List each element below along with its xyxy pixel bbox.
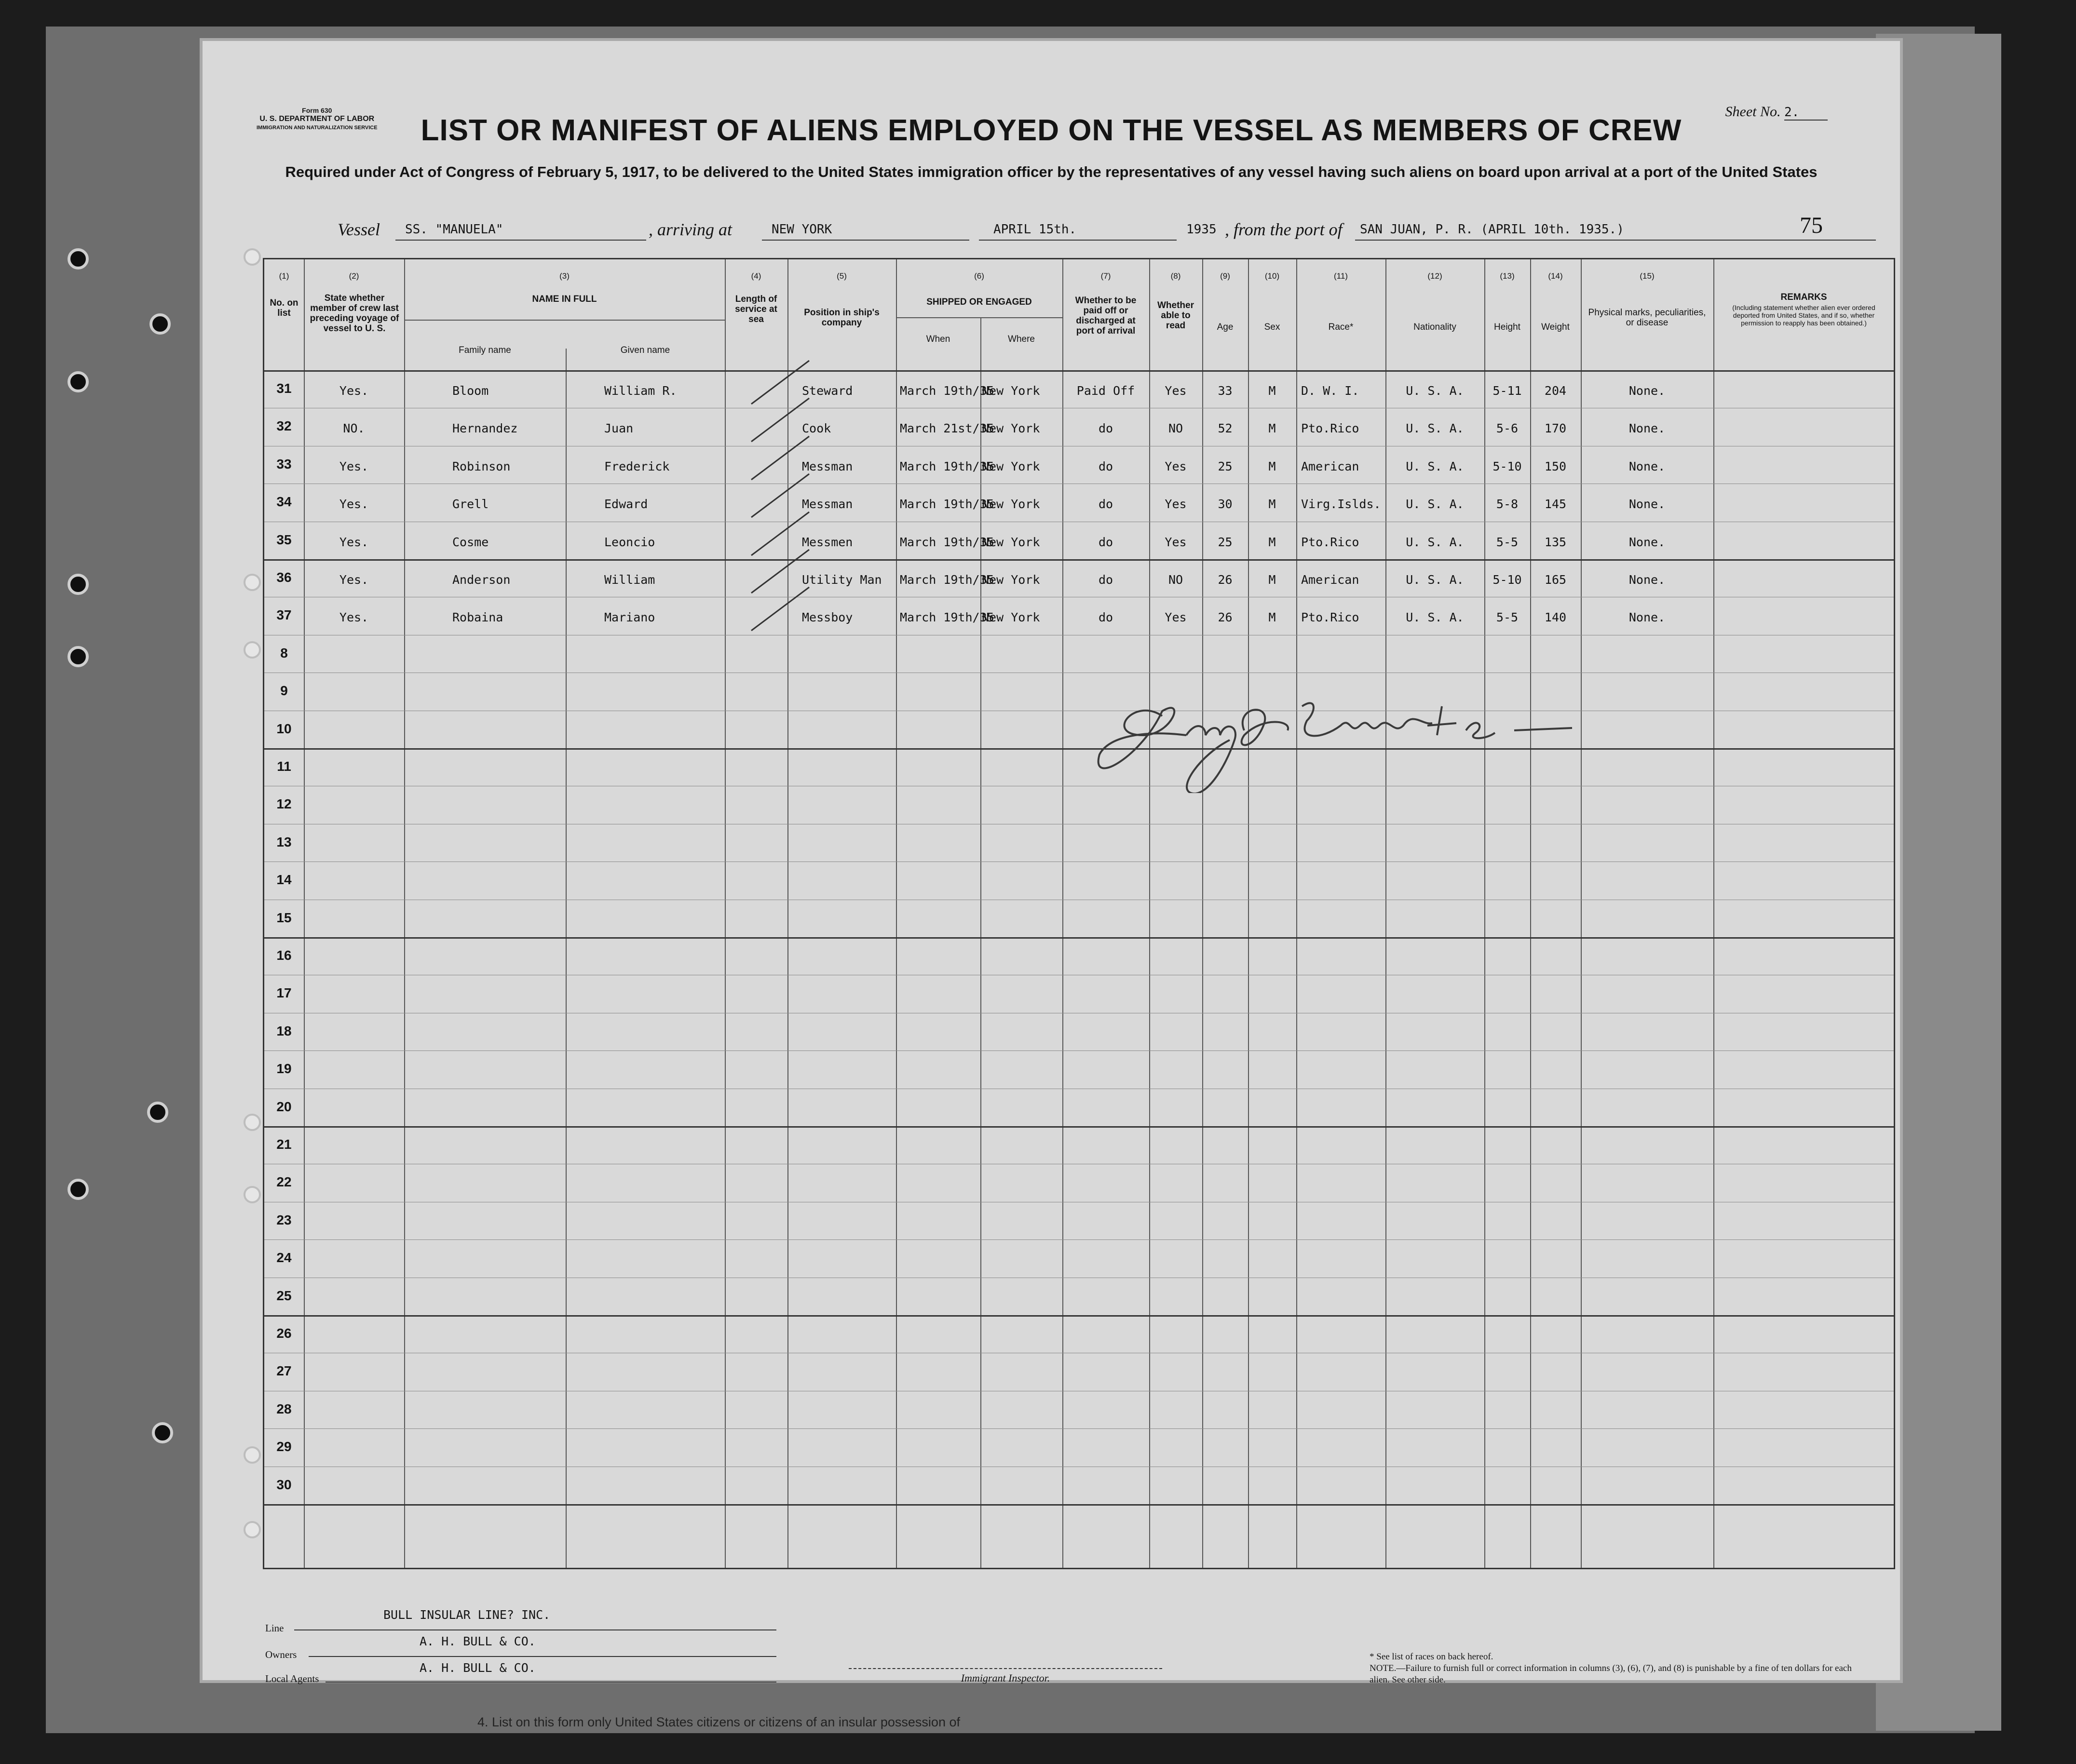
cell-where: New York <box>982 610 1040 625</box>
cell-given: Juan <box>604 421 634 436</box>
cell-age: 25 <box>1218 459 1233 473</box>
binder-hole <box>244 248 261 266</box>
row-number: 29 <box>276 1439 292 1454</box>
header-remarks: REMARKS <box>1780 292 1827 302</box>
cell-weight: 170 <box>1544 421 1567 436</box>
cell-position: Messman <box>802 497 853 512</box>
cell-paid: Paid Off <box>1076 384 1135 398</box>
col-number: (7) <box>1100 271 1111 281</box>
cell-race: D. W. I. <box>1301 384 1359 398</box>
header-when: When <box>926 334 950 344</box>
cell-when: March 19th/35 <box>900 497 994 512</box>
header-able-to-read: Whether able to read <box>1157 300 1194 331</box>
binder-hole <box>244 1114 261 1131</box>
row-number: 28 <box>276 1401 292 1416</box>
header-length-of-service: Length of service at sea <box>735 294 777 324</box>
form-number: Form 630 <box>302 107 332 114</box>
cell-paid: do <box>1098 535 1113 549</box>
cell-read: Yes <box>1165 610 1187 625</box>
cell-weight: 204 <box>1544 384 1567 398</box>
row-number: 18 <box>276 1023 292 1038</box>
row-number: 26 <box>276 1326 292 1341</box>
col-number: (10) <box>1264 271 1280 281</box>
cell-family: Grell <box>452 497 489 512</box>
vessel-info-line <box>338 219 1881 243</box>
binder-hole <box>68 574 89 595</box>
row-number: 9 <box>280 683 288 699</box>
cell-nationality: U. S. A. <box>1406 535 1464 549</box>
cell-weight: 145 <box>1544 497 1567 512</box>
crew-manifest-table <box>263 258 1895 1569</box>
row-rule <box>264 1315 1894 1317</box>
header-paid-off: Whether to be paid off or discharged at port of arrival <box>1075 296 1137 336</box>
header-age: Age <box>1217 322 1234 332</box>
cell-where: New York <box>982 535 1040 549</box>
cell-marks: None. <box>1628 573 1666 587</box>
owners-value: A. H. BULL & CO. <box>420 1634 536 1648</box>
row-rule <box>264 1126 1894 1128</box>
row-number: 34 <box>276 494 292 510</box>
header-shipped-or-engaged: SHIPPED OR ENGAGED <box>926 297 1032 307</box>
cell-paid: do <box>1098 610 1113 625</box>
header-name-in-full: NAME IN FULL <box>532 294 597 304</box>
cell-when: March 19th/35 <box>900 384 994 398</box>
cell-position: Utility Man <box>802 573 882 587</box>
header-no-on-list: No. on list <box>270 298 299 318</box>
col-number: (4) <box>751 271 761 281</box>
service-name: IMMIGRATION AND NATURALIZATION SERVICE <box>257 125 378 131</box>
row-number: 36 <box>276 570 292 585</box>
col-number: (2) <box>349 271 359 281</box>
binder-hole <box>147 1102 168 1123</box>
row-rule <box>264 1239 1894 1240</box>
cell-position: Messmen <box>802 535 853 549</box>
bottom-instruction: 4. List on this form only United States citizens or citizens of an insular possession of <box>477 1715 960 1729</box>
col-number: (15) <box>1640 271 1655 281</box>
cell-nationality: U. S. A. <box>1406 384 1464 398</box>
row-number: 25 <box>276 1288 292 1303</box>
agents-label: Local Agents <box>265 1673 319 1684</box>
vessel-label: Vessel <box>338 220 380 239</box>
page-title: LIST OR MANIFEST OF ALIENS EMPLOYED ON THE VESSEL AS MEMBERS OF CREW <box>421 114 1682 147</box>
row-number: 32 <box>276 418 292 434</box>
cell-when: March 19th/35 <box>900 459 994 473</box>
cell-when: March 19th/35 <box>900 610 994 625</box>
cell-marks: None. <box>1628 535 1666 549</box>
cell-height: 5-10 <box>1493 459 1522 473</box>
cell-nationality: U. S. A. <box>1406 573 1464 587</box>
header-given-name: Given name <box>620 345 670 355</box>
cell-position: Steward <box>802 384 853 398</box>
cell-given: Frederick <box>604 459 670 473</box>
cell-read: Yes <box>1165 384 1187 398</box>
binder-hole <box>152 1422 173 1443</box>
row-number: 23 <box>276 1212 292 1227</box>
row-rule <box>264 937 1894 939</box>
header-family-name: Family name <box>459 345 511 355</box>
row-number: 14 <box>276 872 292 888</box>
cell-race: Pto.Rico <box>1301 535 1359 549</box>
cell-marks: None. <box>1628 459 1666 473</box>
row-number: 24 <box>276 1250 292 1266</box>
cell-sex: M <box>1268 573 1276 587</box>
cell-read: Yes <box>1165 497 1187 512</box>
header-height: Height <box>1494 322 1520 332</box>
line-value: BULL INSULAR LINE? INC. <box>383 1608 551 1622</box>
cell-family: Hernandez <box>452 421 518 436</box>
row-number: 31 <box>276 381 292 396</box>
page-subtitle: Required under Act of Congress of February 5, 1917, to be delivered to the United States immigration officer by the representatives of any vessel having such aliens on board upon arrival at a port of the United States <box>285 163 1818 180</box>
vessel-owner-block <box>265 1605 892 1692</box>
cell-read: NO <box>1168 573 1183 587</box>
cell-race: Pto.Rico <box>1301 610 1359 625</box>
cell-position: Messman <box>802 459 853 473</box>
vessel-name: SS. "MANUELA" <box>405 222 503 237</box>
header-remarks-note: (Including statement whether alien ever ordered deported from United States, and if so, whether permission to reapply has been obtained.) <box>1732 304 1875 327</box>
cell-family: Robinson <box>452 459 511 473</box>
row-rule <box>264 748 1894 750</box>
row-rule <box>264 1428 1894 1429</box>
header-sex: Sex <box>1264 322 1280 332</box>
agents-value: A. H. BULL & CO. <box>420 1661 536 1675</box>
races-note: * See list of races on back hereof. <box>1370 1652 1493 1662</box>
row-number: 17 <box>276 985 292 1001</box>
cell-paid: do <box>1098 573 1113 587</box>
cell-read: Yes <box>1165 459 1187 473</box>
departure-port: SAN JUAN, P. R. (APRIL 10th. 1935.) <box>1360 222 1624 237</box>
row-number: 13 <box>276 834 292 849</box>
row-number: 30 <box>276 1477 292 1492</box>
header-position: Position in ship's company <box>804 308 880 328</box>
row-number: 33 <box>276 456 292 471</box>
row-rule <box>264 1504 1894 1506</box>
binder-hole <box>244 1446 261 1464</box>
header-state-whether: State whether member of crew last preceding voyage of vessel to U. S. <box>310 293 399 334</box>
line-label: Line <box>265 1622 284 1634</box>
cell-age: 26 <box>1218 573 1233 587</box>
cell-where: New York <box>982 573 1040 587</box>
cell-given: William R. <box>604 384 677 398</box>
binder-hole <box>68 1179 89 1200</box>
cell-when: March 19th/35 <box>900 535 994 549</box>
header-physical-marks: Physical marks, peculiarities, or disease <box>1588 308 1706 328</box>
cell-nationality: U. S. A. <box>1406 421 1464 436</box>
cell-race: Pto.Rico <box>1301 421 1359 436</box>
cell-where: New York <box>982 459 1040 473</box>
owners-label: Owners <box>265 1649 297 1660</box>
cell-where: New York <box>982 384 1040 398</box>
cell-age: 33 <box>1218 384 1233 398</box>
header-weight: Weight <box>1541 322 1570 332</box>
row-number: 20 <box>276 1099 292 1114</box>
cell-state: Yes. <box>339 535 369 549</box>
row-rule <box>264 559 1894 561</box>
cell-race: American <box>1301 459 1359 473</box>
immigrant-inspector-line: Immigrant Inspector. <box>849 1668 1162 1684</box>
cell-state: NO. <box>343 421 365 436</box>
cell-state: Yes. <box>339 573 369 587</box>
header-race: Race* <box>1328 322 1354 332</box>
cell-height: 5-5 <box>1496 535 1519 549</box>
cell-family: Anderson <box>452 573 511 587</box>
row-number: 12 <box>276 796 292 812</box>
cell-age: 25 <box>1218 535 1233 549</box>
row-number: 35 <box>276 532 292 547</box>
binder-hole <box>68 646 89 667</box>
cell-sex: M <box>1268 459 1276 473</box>
row-number: 37 <box>276 607 292 623</box>
from-label: , from the port of <box>1225 220 1343 239</box>
col-number: (11) <box>1334 271 1348 281</box>
page-number: 75 <box>1800 213 1823 238</box>
cell-family: Robaina <box>452 610 503 625</box>
cell-weight: 140 <box>1544 610 1567 625</box>
col-number: (12) <box>1427 271 1442 281</box>
cell-read: Yes <box>1165 535 1187 549</box>
col-number: (14) <box>1548 271 1563 281</box>
row-number: 15 <box>276 910 292 925</box>
arriving-label: , arriving at <box>649 220 733 239</box>
binder-hole <box>68 248 89 269</box>
cell-height: 5-11 <box>1493 384 1522 398</box>
cell-given: Edward <box>604 497 648 512</box>
cell-where: New York <box>982 497 1040 512</box>
cell-weight: 135 <box>1544 535 1567 549</box>
binder-hole <box>68 371 89 392</box>
cell-nationality: U. S. A. <box>1406 459 1464 473</box>
col-number: (3) <box>559 271 570 281</box>
cell-height: 5-6 <box>1496 421 1519 436</box>
cell-sex: M <box>1268 497 1276 512</box>
cell-weight: 150 <box>1544 459 1567 473</box>
cell-nationality: U. S. A. <box>1406 610 1464 625</box>
col-number: (9) <box>1220 271 1230 281</box>
cell-where: New York <box>982 421 1040 436</box>
header-where: Where <box>1008 334 1035 344</box>
cell-state: Yes. <box>339 497 369 512</box>
arrival-date: APRIL 15th. <box>993 222 1077 237</box>
cell-family: Bloom <box>452 384 489 398</box>
cell-marks: None. <box>1628 384 1666 398</box>
cell-sex: M <box>1268 535 1276 549</box>
binder-hole <box>149 313 171 335</box>
manifest-sheet <box>203 41 1900 1729</box>
fine-note: NOTE.—Failure to furnish full or correct information in columns (3), (6), (7), and (8) is punishable by a fine of ten dollars for each alien. See other side. <box>1370 1663 1852 1685</box>
cell-state: Yes. <box>339 384 369 398</box>
binder-hole <box>244 1186 261 1203</box>
col-number: (6) <box>974 271 984 281</box>
cell-marks: None. <box>1628 421 1666 436</box>
cell-when: March 21st/35 <box>900 421 994 436</box>
inspector-signature <box>1090 677 1591 793</box>
cell-state: Yes. <box>339 610 369 625</box>
binder-hole <box>244 1521 261 1538</box>
col-number: (1) <box>279 271 289 281</box>
cell-position: Messboy <box>802 610 853 625</box>
cell-paid: do <box>1098 421 1113 436</box>
cell-given: Mariano <box>604 610 655 625</box>
sheet-label: Sheet No. <box>1725 104 1781 120</box>
cell-position: Cook <box>802 421 831 436</box>
header-nationality: Nationality <box>1413 322 1456 332</box>
cell-height: 5-10 <box>1493 573 1522 587</box>
cell-marks: None. <box>1628 610 1666 625</box>
binder-hole <box>244 641 261 659</box>
row-number: 21 <box>276 1137 292 1152</box>
cell-race: Virg.Islds. <box>1301 497 1381 512</box>
arrival-year: 1935 <box>1186 222 1217 237</box>
cell-given: William <box>604 573 655 587</box>
cell-age: 26 <box>1218 610 1233 625</box>
cell-state: Yes. <box>339 459 369 473</box>
cell-nationality: U. S. A. <box>1406 497 1464 512</box>
sheet-value: 2. <box>1784 105 1828 121</box>
cell-when: March 19th/35 <box>900 573 994 587</box>
row-rule <box>264 1050 1894 1051</box>
cell-height: 5-8 <box>1496 497 1519 512</box>
col-number: (13) <box>1500 271 1515 281</box>
cell-marks: None. <box>1628 497 1666 512</box>
cell-age: 30 <box>1218 497 1233 512</box>
col-number: (5) <box>837 271 847 281</box>
cell-family: Cosme <box>452 535 489 549</box>
binder-hole <box>244 574 261 591</box>
cell-height: 5-5 <box>1496 610 1519 625</box>
arriving-port: NEW YORK <box>772 222 832 237</box>
row-number: 19 <box>276 1061 292 1077</box>
footnotes <box>1370 1651 1857 1686</box>
row-number: 16 <box>276 948 292 963</box>
cell-sex: M <box>1268 610 1276 625</box>
col-number: (8) <box>1170 271 1181 281</box>
department-name: U. S. DEPARTMENT OF LABOR <box>259 115 375 123</box>
cell-sex: M <box>1268 421 1276 436</box>
cell-given: Leoncio <box>604 535 655 549</box>
cell-paid: do <box>1098 497 1113 512</box>
cell-weight: 165 <box>1544 573 1567 587</box>
row-number: 22 <box>276 1174 292 1190</box>
cell-age: 52 <box>1218 421 1233 436</box>
cell-paid: do <box>1098 459 1113 473</box>
row-number: 11 <box>277 759 291 774</box>
row-number: 8 <box>280 645 288 660</box>
cell-read: NO <box>1168 421 1183 436</box>
tick-mark <box>746 582 814 635</box>
row-number: 10 <box>276 721 292 736</box>
row-number: 27 <box>276 1363 292 1379</box>
cell-race: American <box>1301 573 1359 587</box>
cell-sex: M <box>1268 384 1276 398</box>
